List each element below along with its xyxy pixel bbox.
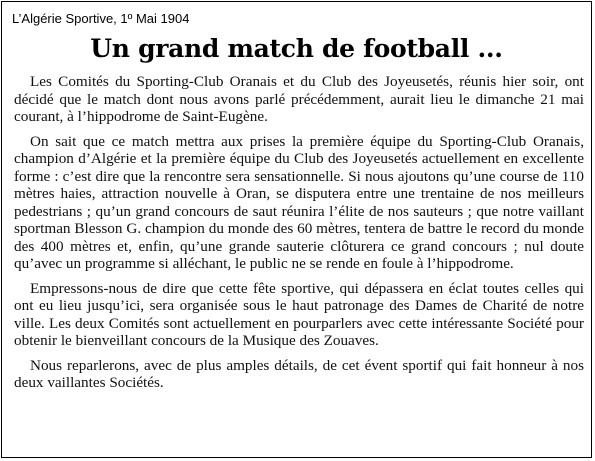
paragraph-4: Nous reparlerons, avec de plus amples détails, de cet évent sportif qui fait honneur à nos deux vaillantes Sociétés.	[14, 356, 584, 391]
paragraph-2: On sait que ce match mettra aux prises la première équipe du Sporting-Club Oranais, champion d’Algérie et la première équipe du Club des Joyeusetés actuellement en excellente forme : c’est dire que la rencontre sera sensationnelle. Si nous ajoutons qu’une course de 110 mètres haies, attraction nouvelle à Oran, se disputera entre une trentaine de nos meilleurs pedestrians ; qu’un grand concours de saut réunira l’élite de nos sauteurs ; que notre vaillant sportman Blesson G. champion du monde des 60 mètres, tentera de battre le record du monde des 400 mètres et, enfin, qu’une grande sauterie clôturera ce grand concours ; nul doute qu’avec un programme si alléchant, le public ne se rende en foule à l’hippodrome.	[14, 132, 584, 272]
paragraph-3: Empressons-nous de dire que cette fête sportive, qui dépassera en éclat toutes celles qui ont eu lieu jusqu’ici, sera organisée sous le haut patronage des Dames de Charité de notre ville. Les deux Comités sont actuellement en pourparlers avec cette intéressante Société pour obtenir le bienveillant concours de la Musique des Zouaves.	[14, 279, 584, 349]
article-frame	[1, 1, 592, 458]
paragraph-1: Les Comités du Sporting-Club Oranais et du Club des Joyeusetés, réunis hier soir, ont décidé que le match dont nous avons parlé précédemment, aurait lieu le dimanche 21 mai courant, à l’hippodrome de Saint-Eugène.	[14, 73, 584, 125]
source-citation: L’Algérie Sportive, 1º Mai 1904	[12, 11, 190, 26]
article-body	[14, 73, 584, 399]
article-title: Un grand match de football ...	[90, 34, 503, 63]
